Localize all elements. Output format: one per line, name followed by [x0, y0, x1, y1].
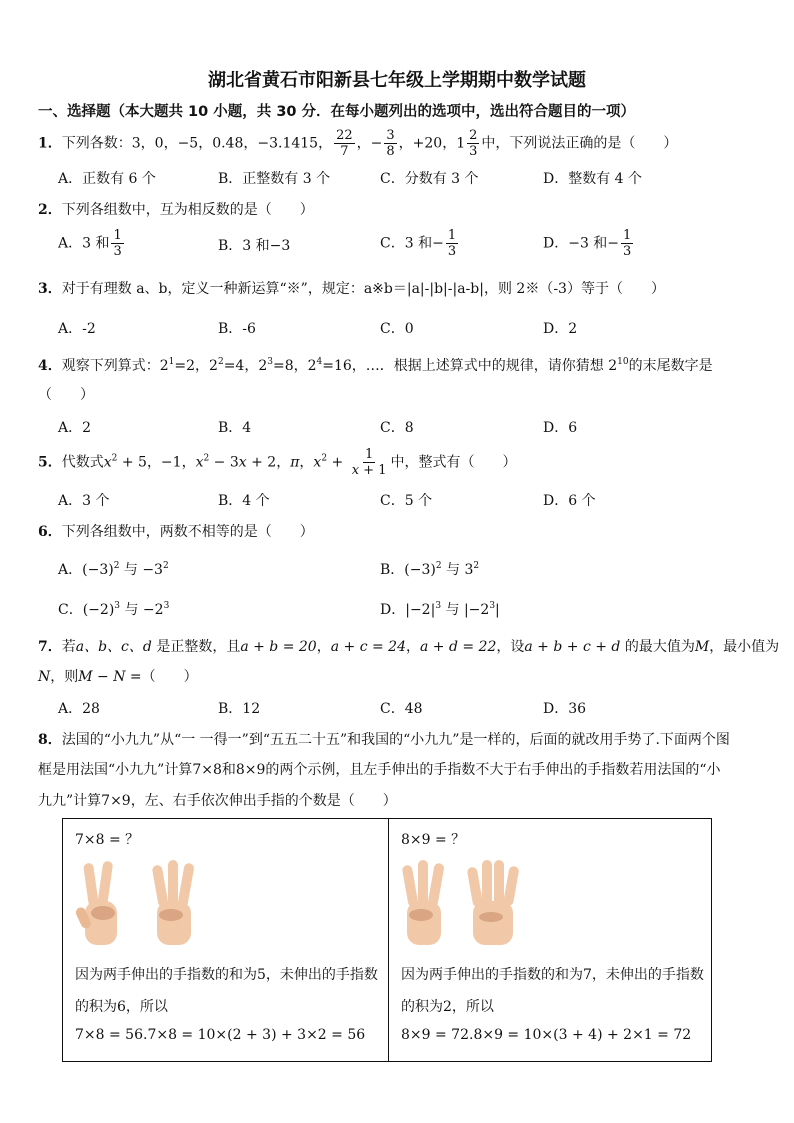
- question-1: 1．下列各数：3，0，−5，0.48，−3.1415， $\frac{22}{7}$ ，− $\frac{3}{8}$ ，+20，1 $\frac{2}{3}$ 中，下列说法正确的是（ ）: [38, 128, 678, 159]
- question-number: 2．: [38, 202, 62, 218]
- example-title: 7×8 = ？: [75, 832, 140, 848]
- option-c[interactable]: C．5 个: [380, 493, 433, 509]
- question-4: 4．观察下列算式：$2^1=2$，$2^2=4$，$2^3=8$，$2^4=16$，…．根据上述算式中的规律，请你猜想 $2^{10}$的末尾数字是: [38, 357, 713, 374]
- example-equation: 7×8 = 56.7×8 = 10×(2 + 3) + 3×2 = 56: [75, 1027, 366, 1043]
- question-2: 2．下列各组数中，互为相反数的是（ ）: [38, 202, 314, 218]
- hand-three-fingers-icon: [149, 857, 199, 947]
- question-3: 3．对于有理数 a、b，定义一种新运算“※”，规定：a※b＝|a|-|b|-|a-b|，则 2※（-3）等于（ ）: [38, 281, 665, 297]
- option-c[interactable]: C．分数有 3 个: [380, 171, 479, 187]
- hand-three-fingers-icon: [399, 857, 449, 947]
- fraction: $\frac{3}{8}$: [386, 128, 395, 159]
- question-6: 6．下列各组数中，两数不相等的是（ ）: [38, 524, 314, 540]
- example-equation: 8×9 = 72.8×9 = 10×(3 + 4) + 2×1 = 72: [401, 1027, 692, 1043]
- section-heading: 一、选择题（本大题共 10 小题，共 30 分．在每小题列出的选项中，选出符合题目的一项）: [38, 104, 636, 120]
- option-c[interactable]: C．$(-2)^3$ 与 $-2^3$: [58, 601, 170, 618]
- example-explanation: 因为两手伸出的手指数的和为7，未伸出的手指数的积为2，所以: [401, 967, 704, 1015]
- option-b[interactable]: B．4 个: [218, 493, 270, 509]
- option-a[interactable]: A．3 个: [58, 493, 110, 509]
- option-d[interactable]: D．6: [543, 420, 578, 436]
- question-7: 7．若a、b、c、d 是正整数，且a + b = 20，a + c = 24，a + d = 22，设a + b + c + d 的最大值为M，最小值为: [38, 639, 780, 655]
- option-a[interactable]: A．3 和 $\frac{1}{3}$: [58, 228, 122, 259]
- option-d[interactable]: D．6 个: [543, 493, 596, 509]
- option-c[interactable]: C．8: [380, 420, 414, 436]
- answer-bracket: （ ）: [38, 387, 94, 403]
- fraction: $\frac{2}{3}$: [469, 128, 478, 159]
- option-a[interactable]: A．28: [58, 701, 100, 717]
- example-left: [63, 819, 385, 1061]
- question-8-line2: 框是用法国“小九九”计算7×8和8×9的两个示例，且左手伸出的手指数不大于右手伸出的手指数若用法国的“小: [38, 762, 721, 778]
- example-box: [62, 818, 712, 1062]
- option-a[interactable]: A．-2: [58, 321, 96, 337]
- option-a[interactable]: A．正数有 6 个: [58, 171, 156, 187]
- option-b[interactable]: B．$(-3)^2$ 与 $3^2$: [380, 561, 480, 578]
- option-b[interactable]: B．-6: [218, 321, 256, 337]
- example-title: 8×9 = ？: [401, 832, 466, 848]
- option-b[interactable]: B．4: [218, 420, 252, 436]
- option-b[interactable]: B．正整数有 3 个: [218, 171, 331, 187]
- hand-four-fingers-icon: [465, 857, 521, 947]
- question-8: 8．法国的“小九九”从“一 一得一”到“五五二十五”和我国的“小九九”是一样的，后面的就改用手势了.下面两个图: [38, 732, 730, 748]
- option-d[interactable]: D．$|-2|^3$ 与 $|-2^3|$: [380, 601, 500, 618]
- option-d[interactable]: D．−3 和− $\frac{1}{3}$: [543, 228, 632, 259]
- example-explanation: 因为两手伸出的手指数的和为5，未伸出的手指数的积为6，所以: [75, 967, 378, 1015]
- question-8-line3: 九九”计算7×9，左、右手依次伸出手指的个数是（ ）: [38, 793, 397, 809]
- option-a[interactable]: A．$(-3)^2$ 与 $-3^2$: [58, 561, 169, 578]
- option-c[interactable]: C．48: [380, 701, 423, 717]
- option-b[interactable]: B．12: [218, 701, 261, 717]
- hand-two-fingers-icon: [75, 857, 125, 947]
- option-c[interactable]: C．3 和− $\frac{1}{3}$: [380, 228, 457, 259]
- option-c[interactable]: C．0: [380, 321, 414, 337]
- option-d[interactable]: D．36: [543, 701, 587, 717]
- question-number: 1．: [38, 135, 62, 152]
- option-d[interactable]: D．整数有 4 个: [543, 171, 643, 187]
- option-b[interactable]: B．3 和−3: [218, 238, 291, 254]
- page-title: 湖北省黄石市阳新县七年级上学期期中数学试题: [208, 70, 586, 91]
- option-a[interactable]: A．2: [58, 420, 92, 436]
- example-right: [389, 819, 711, 1061]
- question-5: 5．代数式$x^2 + 5$，−1，$x^2 - 3x + 2$，π，$x^2$ + $\frac{1}{x + 1}$ 中，整式有（ ）: [38, 447, 517, 478]
- fraction: $\frac{22}{7}$: [336, 128, 353, 159]
- option-d[interactable]: D．2: [543, 321, 578, 337]
- question-7-line2: N，则M − N =（ ）: [38, 669, 198, 685]
